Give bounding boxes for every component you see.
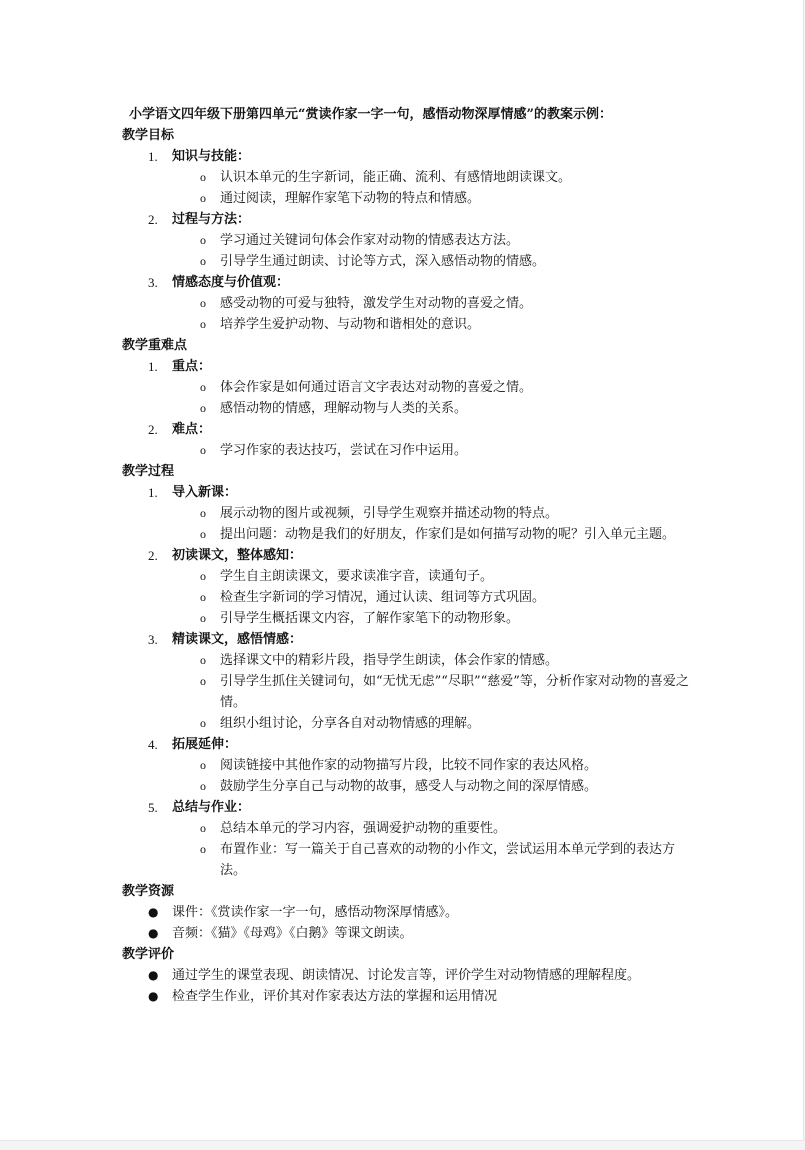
section-heading-goals: 教学目标: [122, 128, 175, 143]
sub-item: o 学生自主朗读课文，要求读准字音，读通句子。: [122, 566, 697, 587]
circle-bullet-icon: o: [200, 380, 206, 394]
sub-item: o 阅读链接中其他作家的动物描写片段，比较不同作家的表达风格。: [122, 755, 697, 776]
disc-bullet-icon: ●: [148, 989, 159, 1003]
focus-sublist: [122, 440, 697, 461]
sub-item: o 展示动物的图片或视频，引导学生观察并描述动物的特点。: [122, 503, 697, 524]
sub-item: o 总结本单元的学习内容，强调爱护动物的重要性。: [122, 818, 697, 839]
process-sublist: [122, 566, 697, 629]
circle-bullet-icon: o: [200, 443, 206, 457]
sub-item: o 学习作家的表达技巧，尝试在习作中运用。: [122, 440, 697, 461]
item-label: 总结与作业：: [172, 800, 251, 815]
circle-bullet-icon: o: [200, 590, 206, 604]
item-label: 精读课文，感悟情感：: [172, 632, 303, 647]
item-label: 情感态度与价值观：: [172, 275, 290, 290]
goal-item: [122, 209, 697, 230]
sub-item: o 布置作业：写一篇关于自己喜欢的动物的小作文，尝试运用本单元学到的表达方法。: [122, 839, 697, 881]
item-label: 拓展延伸：: [172, 737, 238, 752]
item-number: 1.: [148, 359, 158, 374]
circle-bullet-icon: o: [200, 506, 206, 520]
process-item: [122, 734, 697, 755]
bullet-item: ● 检查学生作业，评价其对作家表达方法的掌握和运用情况: [122, 986, 697, 1007]
circle-bullet-icon: o: [200, 191, 206, 205]
item-label: 过程与方法：: [172, 212, 251, 227]
sub-item: o 组织小组讨论，分享各自对动物情感的理解。: [122, 713, 697, 734]
item-label: 知识与技能：: [172, 149, 251, 164]
item-label: 导入新课：: [172, 485, 238, 500]
goal-sublist: [122, 293, 697, 335]
disc-bullet-icon: ●: [148, 905, 159, 919]
focus-list: [122, 356, 697, 461]
sub-item: o 选择课文中的精彩片段，指导学生朗读，体会作家的情感。: [122, 650, 697, 671]
focus-item: [122, 419, 697, 440]
lesson-plan: [122, 104, 697, 1007]
sub-item: o 体会作家是如何通过语言文字表达对动物的喜爱之情。: [122, 377, 697, 398]
process-item: [122, 545, 697, 566]
circle-bullet-icon: o: [200, 779, 206, 793]
circle-bullet-icon: o: [200, 821, 206, 835]
circle-bullet-icon: o: [200, 296, 206, 310]
item-label: 重点：: [172, 359, 212, 374]
item-label: 难点：: [172, 422, 212, 437]
disc-bullet-icon: ●: [148, 926, 159, 940]
process-list: [122, 482, 697, 881]
document-title: 小学语文四年级下册第四单元“赏读作家一字一句，感悟动物深厚情感”的教案示例：: [129, 107, 612, 122]
sub-item: o 引导学生通过朗读、讨论等方式，深入感悟动物的情感。: [122, 251, 697, 272]
circle-bullet-icon: o: [200, 170, 206, 184]
sub-item: o 引导学生概括课文内容，了解作家笔下的动物形象。: [122, 608, 697, 629]
item-number: 5.: [148, 800, 158, 815]
section-heading-resources: 教学资源: [122, 884, 175, 899]
focus-sublist: [122, 377, 697, 419]
item-label: 初读课文，整体感知：: [172, 548, 303, 563]
goal-item: [122, 146, 697, 167]
bullet-item: ● 音频：《猫》《母鸡》《白鹅》等课文朗读。: [122, 923, 697, 944]
item-number: 2.: [148, 422, 158, 437]
sub-item: o 提出问题：动物是我们的好朋友，作家们是如何描写动物的呢？引入单元主题。: [122, 524, 697, 545]
sub-item: o 培养学生爱护动物、与动物和谐相处的意识。: [122, 314, 697, 335]
circle-bullet-icon: o: [200, 674, 206, 688]
bullet-item: ● 课件：《赏读作家一字一句，感悟动物深厚情感》。: [122, 902, 697, 923]
focus-item: [122, 356, 697, 377]
goal-item: [122, 272, 697, 293]
sub-item: o 认识本单元的生字新词，能正确、流利、有感情地朗读课文。: [122, 167, 697, 188]
section-heading-process: 教学过程: [122, 464, 175, 479]
item-number: 4.: [148, 737, 158, 752]
circle-bullet-icon: o: [200, 527, 206, 541]
process-item: [122, 797, 697, 818]
sub-item: o 感悟动物的情感，理解动物与人类的关系。: [122, 398, 697, 419]
process-sublist: [122, 503, 697, 545]
evaluation-list: [122, 965, 697, 1007]
process-sublist: [122, 755, 697, 797]
goals-list: [122, 146, 697, 335]
circle-bullet-icon: o: [200, 401, 206, 415]
section-heading-evaluation: 教学评价: [122, 947, 175, 962]
bullet-item: ● 通过学生的课堂表现、朗读情况、讨论发言等，评价学生对动物情感的理解程度。: [122, 965, 697, 986]
circle-bullet-icon: o: [200, 653, 206, 667]
item-number: 1.: [148, 485, 158, 500]
item-number: 1.: [148, 149, 158, 164]
circle-bullet-icon: o: [200, 758, 206, 772]
process-sublist: [122, 818, 697, 881]
sub-item: o 引导学生抓住关键词句，如“无忧无虑”“尽职”“慈爱”等，分析作家对动物的喜爱之情。: [122, 671, 697, 713]
circle-bullet-icon: o: [200, 317, 206, 331]
resources-list: [122, 902, 697, 944]
goal-sublist: [122, 230, 697, 272]
item-number: 2.: [148, 548, 158, 563]
sub-item: o 鼓励学生分享自己与动物的故事，感受人与动物之间的深厚情感。: [122, 776, 697, 797]
circle-bullet-icon: o: [200, 233, 206, 247]
circle-bullet-icon: o: [200, 842, 206, 856]
section-heading-focus: 教学重难点: [122, 338, 188, 353]
circle-bullet-icon: o: [200, 569, 206, 583]
sub-item: o 感受动物的可爱与独特，激发学生对动物的喜爱之情。: [122, 293, 697, 314]
disc-bullet-icon: ●: [148, 968, 159, 982]
circle-bullet-icon: o: [200, 611, 206, 625]
goal-sublist: [122, 167, 697, 209]
process-item: [122, 629, 697, 650]
sub-item: o 通过阅读，理解作家笔下动物的特点和情感。: [122, 188, 697, 209]
item-number: 2.: [148, 212, 158, 227]
sub-item: o 检查生字新词的学习情况，通过认读、组词等方式巩固。: [122, 587, 697, 608]
circle-bullet-icon: o: [200, 716, 206, 730]
item-number: 3.: [148, 632, 158, 647]
sub-item: o 学习通过关键词句体会作家对动物的情感表达方法。: [122, 230, 697, 251]
circle-bullet-icon: o: [200, 254, 206, 268]
item-number: 3.: [148, 275, 158, 290]
process-item: [122, 482, 697, 503]
process-sublist: [122, 650, 697, 734]
